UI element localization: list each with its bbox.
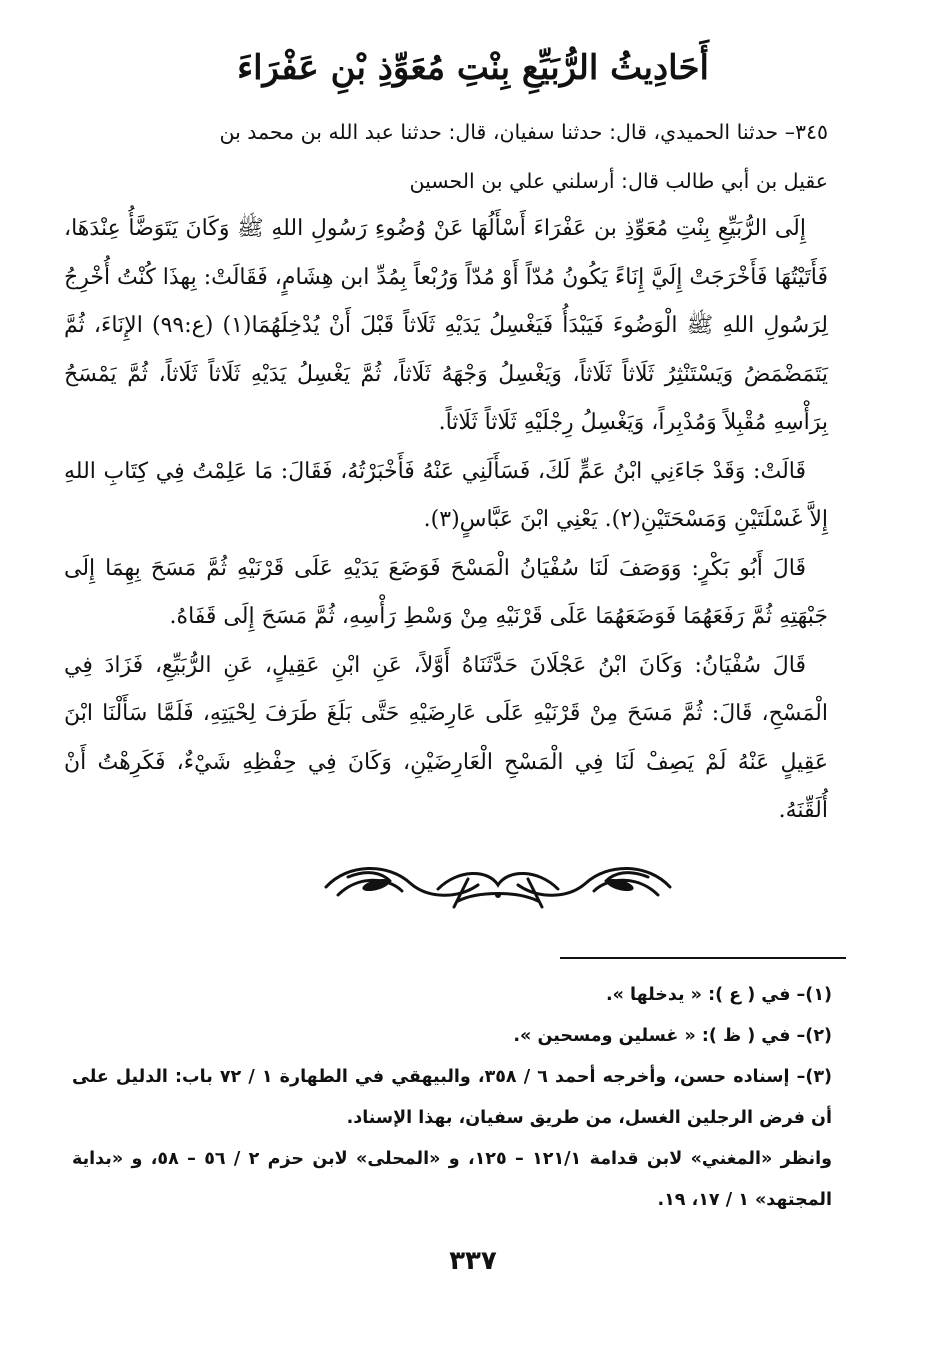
hadith-paragraph-4: قَالَ سُفْيَانُ: وَكَانَ ابْنُ عَجْلَانَ حَدَّثَنَاهُ أَوَّلاً، عَنِ ابْنِ عَقِيلٍ، عَنِ الرُّبَيِّعِ، فَزَادَ فِي الْمَسْحِ، قَالَ: ثُمَّ مَسَحَ مِنْ قَرْنَيْهِ عَلَى عَارِضَيْهِ حَتَّى بَلَغَ طَرَفَ لِحْيَتِهِ، فَلَمَّا سَأَلْنَا ابْنَ عَقِيلٍ عَنْهُ لَمْ يَصِفْ لَنَا فِي الْمَسْحِ الْعَارِضَيْنِ، وَكَانَ فِي حِفْظِهِ شَيْءٌ، فَكَرِهْتُ أَنْ أُلَقِّنَهُ. xyxy=(64,652,828,823)
footnote-separator xyxy=(560,957,846,959)
hadith-paragraph-2: قَالَتْ: وَقَدْ جَاءَنِي ابْنُ عَمٍّ لَكَ، فَسَأَلَنِي عَنْهُ فَأَخْبَرْتُهُ، فَقَالَ: مَا عَلِمْتُ فِي كِتَابِ اللهِ إِلاَّ غَسْلَتَيْنِ وَمَسْحَتَيْنِ(٢). يَعْنِي ابْنَ عَبَّاسٍ(٣). xyxy=(64,458,828,532)
footnote-2: (٢)– في ( ظ ): « غسلين ومسحين ». xyxy=(513,1026,832,1046)
hadith-paragraph-3: قَالَ أَبُو بَكْرٍ: وَوَصَفَ لَنَا سُفْيَانُ الْمَسْحَ فَوَضَعَ يَدَيْهِ عَلَى قَرْنَيْهِ ثُمَّ مَسَحَ بِهِمَا إِلَى جَبْهَتِهِ ثُمَّ رَفَعَهُمَا فَوَضَعَهُمَا عَلَى قَرْنَيْهِ مِنْ وَسْطِ رَأْسِهِ، ثُمَّ مَسَحَ إِلَى قَفَاهُ. xyxy=(64,555,828,629)
footnotes xyxy=(72,975,832,1221)
ornament-divider-icon xyxy=(318,855,678,915)
footnote-3: (٣)– إسناده حسن، وأخرجه أحمد ٦ / ٣٥٨، والبيهقي في الطهارة ١ / ٧٢ باب: الدليل على أن فرض الرجلين الغسل، من طريق سفيان، بهذا الإسناد. xyxy=(72,1067,833,1128)
hadith-isnad-line-2: عقيل بن أبي طالب قال: أرسلني علي بن الحسين xyxy=(409,168,828,193)
footnote-3-continued: وانظر «المغني» لابن قدامة ١٢١/١ – ١٢٥، و «المحلى» لابن حزم ٢ / ٥٦ – ٥٨، و «بداية المجتهد» ١ / ١٧، ١٩. xyxy=(72,1149,832,1210)
hadith-isnad-line-1: ٣٤٥– حدثنا الحميدي، قال: حدثنا سفيان، قال: حدثنا عبد الله بن محمد بن xyxy=(219,120,828,144)
chapter-title: أَحَادِيثُ الرُّبَيِّعِ بِنْتِ مُعَوِّذِ بْنِ عَفْرَاءَ xyxy=(237,48,709,88)
page-number: ٣٣٧ xyxy=(449,1246,497,1276)
hadith-matn: إِلَى الرُّبَيِّعِ بِنْتِ مُعَوِّذِ بن عَفْرَاءَ أَسْأَلُهَا عَنْ وُضُوءِ رَسُولِ اللهِ ﷺ وَكَانَ يَتَوَضَّأُ عِنْدَهَا، فَأَتَيْتُهَا فَأَخْرَجَتْ إِلَيَّ إِنَاءً يَكُونُ مُدّاً أَوْ مُدّاً وَرُبْعاً بِمُدِّ ابن هِشَامٍ، فَقَالَتْ: بِهذَا كُنْتُ أُخْرِجُ لِرَسُولِ اللهِ ﷺ الْوَضُوءَ فَيَبْدَأُ فَيَغْسِلُ يَدَيْهِ ثَلَاثاً قَبْلَ أَنْ يُدْخِلَهُمَا(١) (ع:٩٩) الإِنَاءَ، ثُمَّ يَتَمَضْمَضُ وَيَسْتَنْثِرُ ثَلَاثاً ثَلَاثاً، وَيَغْسِلُ وَجْهَهُ ثَلَاثاً، ثُمَّ يَغْسِلُ يَدَيْهِ ثَلَاثاً ثَلَاثاً، ثُمَّ يَمْسَحُ بِرَأْسِهِ مُقْبِلاً وَمُدْبِراً، وَيَغْسِلُ رِجْلَيْهِ ثَلَاثاً ثَلَاثاً. xyxy=(64,216,829,435)
footnote-1: (١)– في ( ع ): « يدخلها ». xyxy=(605,985,832,1005)
hadith-body xyxy=(64,108,828,836)
